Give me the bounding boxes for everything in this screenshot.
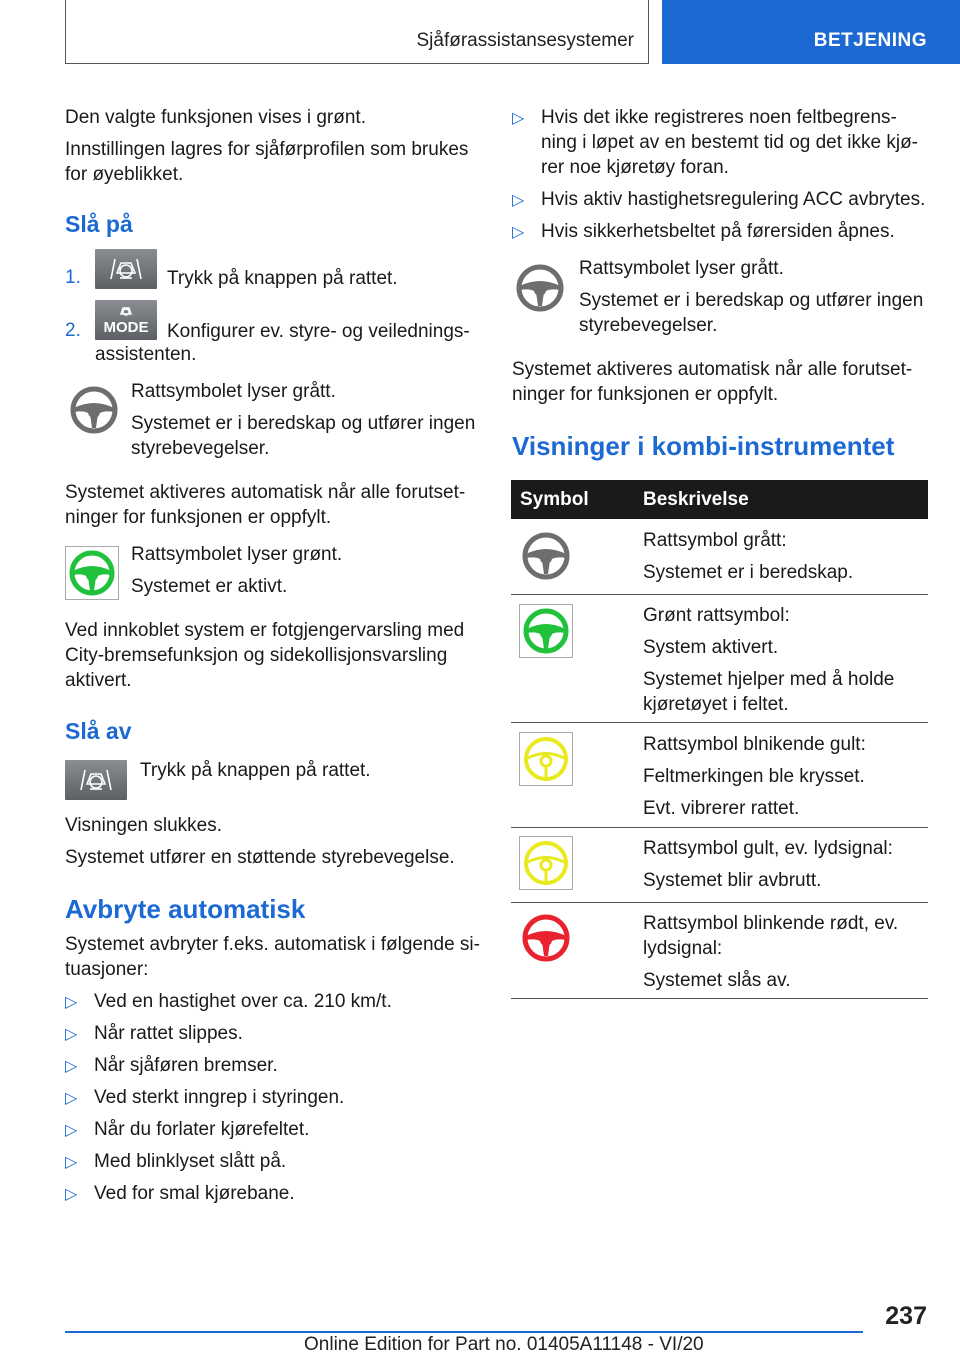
row-divider	[511, 594, 928, 595]
header-section-tab	[662, 0, 960, 64]
steering-wheel-yellow-icon	[519, 836, 573, 890]
steering-wheel-green-icon	[65, 546, 119, 600]
auto-activate-2: ninger for funksjonen er oppfylt.	[65, 507, 332, 528]
abort-intro-2: tuasjoner:	[65, 959, 149, 980]
lane-assist-button-icon	[65, 760, 127, 800]
steering-wheel-grey-icon	[68, 384, 120, 441]
auto-activate-1: Systemet aktiveres automatisk når alle forutset-	[65, 482, 466, 503]
grey-status-1: Rattsymbolet lyser grått.	[131, 381, 336, 402]
grey-status-3: styrebevegelser.	[131, 438, 270, 459]
column-header-symbol: Symbol	[520, 489, 589, 510]
green-status-1: Rattsymbolet lyser grønt.	[131, 544, 343, 565]
mode-button-icon	[95, 300, 157, 340]
triangle-bullet-icon: ▷	[65, 1122, 78, 1139]
steering-wheel-grey-icon	[514, 262, 566, 319]
grey-status-2: Systemet er i beredskap og utfører ingen	[579, 290, 924, 311]
table-cell: Systemet slås av.	[643, 970, 791, 991]
triangle-bullet-icon: ▷	[512, 192, 525, 209]
triangle-bullet-icon: ▷	[512, 110, 525, 127]
grey-status-1: Rattsymbolet lyser grått.	[579, 258, 784, 279]
triangle-bullet-icon: ▷	[65, 1154, 78, 1171]
auto-activate-1: Systemet aktiveres automatisk når alle forutset-	[512, 359, 913, 380]
step2-text-1: Konfigurer ev. styre- og veilednings-	[167, 321, 470, 342]
table-cell: Systemet blir avbrutt.	[643, 870, 822, 891]
table-cell: System aktivert.	[643, 637, 779, 658]
grey-status-2: Systemet er i beredskap og utfører ingen	[131, 413, 476, 434]
column-header-description: Beskrivelse	[643, 489, 749, 510]
pedestrian-text-1: Ved innkoblet system er fotgjengervarsling med	[65, 620, 465, 641]
table-cell: Evt. vibrerer rattet.	[643, 798, 800, 819]
triangle-bullet-icon: ▷	[65, 1058, 78, 1075]
row-divider	[511, 722, 928, 723]
footer-edition: Online Edition for Part no. 01405A11148 - VI/20	[304, 1334, 704, 1355]
intro-text: Den valgte funksjonen vises i grønt.	[65, 107, 366, 128]
row-divider	[511, 902, 928, 903]
triangle-bullet-icon: ▷	[65, 1186, 78, 1203]
steering-wheel-yellow-icon	[519, 732, 573, 786]
lane-assist-button-icon	[95, 249, 157, 289]
triangle-bullet-icon: ▷	[65, 1090, 78, 1107]
profile-text-1: Innstillingen lagres for sjåførprofilen som brukes	[65, 139, 469, 160]
triangle-bullet-icon: ▷	[512, 224, 525, 241]
abort-intro-1: Systemet avbryter f.eks. automatisk i følgende si-	[65, 934, 480, 955]
table-cell: Rattsymbol blinkende rødt, ev.	[643, 913, 899, 934]
row-divider	[511, 998, 928, 999]
step2-text-2: assistenten.	[95, 344, 197, 365]
footer-rule	[65, 1331, 863, 1333]
pedestrian-text-2: City-bremsefunksjon og sidekollisjonsvarsling	[65, 645, 448, 666]
table-cell: Rattsymbol grått:	[643, 530, 787, 551]
profile-text-2: for øyeblikket.	[65, 164, 184, 185]
step1-text: Trykk på knappen på rattet.	[167, 268, 398, 289]
section-heading-abort: Avbryte automatisk	[65, 894, 306, 924]
table-cell: kjøretøyet i feltet.	[643, 694, 789, 715]
header-tab-label: BETJENING	[813, 30, 927, 51]
steering-wheel-red-icon	[520, 912, 572, 969]
table-cell: Grønt rattsymbol:	[643, 605, 790, 626]
off-instruction: Trykk på knappen på rattet.	[140, 760, 371, 781]
step-number: 1.	[65, 267, 81, 288]
page-number: 237	[885, 1302, 927, 1330]
table-cell: Feltmerkingen ble krysset.	[643, 766, 865, 787]
auto-activate-2: ninger for funksjonen er oppfylt.	[512, 384, 779, 405]
section-heading-on: Slå på	[65, 211, 133, 237]
grey-status-3: styrebevegelser.	[579, 315, 718, 336]
table-cell: Rattsymbol blnikende gult:	[643, 734, 866, 755]
table-cell: Rattsymbol gult, ev. lydsignal:	[643, 838, 893, 859]
off-result-1: Visningen slukkes.	[65, 815, 223, 836]
row-divider	[511, 827, 928, 828]
table-cell: Systemet hjelper med å holde	[643, 669, 895, 690]
table-header	[511, 480, 928, 519]
off-result-2: Systemet utfører en støttende styrebevegelse.	[65, 847, 455, 868]
green-status-2: Systemet er aktivt.	[131, 576, 288, 597]
header-title: Sjåførassistansesystemer	[416, 30, 634, 51]
step-number: 2.	[65, 320, 81, 341]
pedestrian-text-3: aktivert.	[65, 670, 132, 691]
table-cell: lydsignal:	[643, 938, 723, 959]
section-heading-kombi: Visninger i kombi-instrumentet	[512, 431, 895, 461]
section-heading-off: Slå av	[65, 718, 132, 744]
mode-label: MODE	[103, 319, 149, 336]
table-cell: Systemet er i beredskap.	[643, 562, 854, 583]
triangle-bullet-icon: ▷	[65, 1026, 78, 1043]
steering-wheel-grey-icon	[520, 530, 572, 587]
triangle-bullet-icon: ▷	[65, 994, 78, 1011]
steering-wheel-green-icon	[519, 604, 573, 658]
